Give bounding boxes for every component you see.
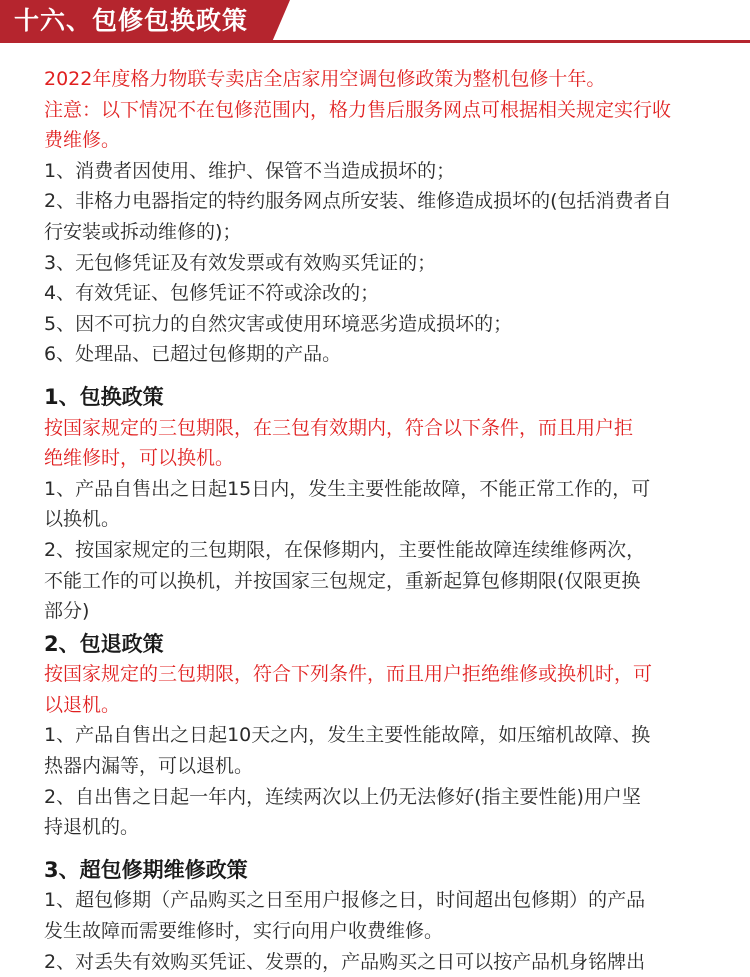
banner-title: 十六、包修包换政策 — [14, 6, 249, 35]
exclusion-item: 3、无包修凭证及有效发票或有效购买凭证的； — [44, 251, 437, 274]
section-condition-line: 按国家规定的三包期限，在三包有效期内，符合以下条件，而且用户拒 — [44, 416, 634, 439]
section-item: 以换机。 — [44, 508, 121, 531]
section-item: 1、产品自售出之日起15日内，发生主要性能故障，不能正常工作的，可 — [44, 477, 651, 500]
exclusion-item: 2、非格力电器指定的特约服务网点所安装、维修造成损坏的(包括消费者自 — [44, 190, 672, 213]
section-heading: 2、包退政策 — [44, 631, 164, 656]
intro-note-line: 注意：以下情况不在包修范围内，格力售后服务网点可根据相关规定实行收 — [44, 98, 672, 121]
section-banner — [0, 0, 750, 44]
intro-note-line: 费维修。 — [44, 129, 121, 152]
section-condition-line: 绝维修时，可以换机。 — [44, 447, 235, 470]
section-condition-line: 按国家规定的三包期限，符合下列条件，而且用户拒绝维修或换机时，可 — [44, 663, 653, 686]
section-item: 2、对丢失有效购买凭证、发票的，产品购买之日可以按产品机身铭牌出 — [44, 950, 646, 973]
section-item: 热器内漏等，可以退机。 — [44, 755, 254, 778]
section-heading: 1、包换政策 — [44, 384, 164, 409]
section-item: 2、自出售之日起一年内，连续两次以上仍无法修好(指主要性能)用户坚 — [44, 785, 641, 808]
banner-underline — [0, 40, 750, 43]
section-heading: 3、超包修期维修政策 — [44, 857, 248, 882]
section-item: 不能工作的可以换机，并按国家三包规定，重新起算包修期限(仅限更换 — [44, 569, 641, 592]
section-item: 1、超包修期（产品购买之日至用户报修之日，时间超出包修期）的产品 — [44, 889, 646, 912]
section-item: 发生故障而需要维修时，实行向用户收费维修。 — [44, 920, 444, 943]
policy-content — [44, 64, 734, 977]
exclusion-item: 5、因不可抗力的自然灾害或使用环境恶劣造成损坏的； — [44, 312, 513, 335]
section-item: 持退机的。 — [44, 816, 140, 839]
intro-policy-line: 2022年度格力物联专卖店全店家用空调包修政策为整机包修十年。 — [44, 68, 606, 90]
section-item: 部分) — [44, 600, 90, 623]
exclusion-item: 1、消费者因使用、维护、保管不当造成损坏的； — [44, 159, 456, 182]
exclusion-item: 4、有效凭证、包修凭证不符或涂改的； — [44, 282, 380, 305]
exclusion-item: 6、处理品、已超过包修期的产品。 — [44, 343, 342, 366]
section-item: 2、按国家规定的三包期限，在保修期内，主要性能故障连续维修两次， — [44, 538, 646, 561]
section-condition-line: 以退机。 — [44, 693, 121, 716]
section-item: 1、产品自售出之日起10天之内，发生主要性能故障，如压缩机故障、换 — [44, 724, 651, 747]
exclusion-item: 行安装或拆动维修的)； — [44, 220, 242, 243]
